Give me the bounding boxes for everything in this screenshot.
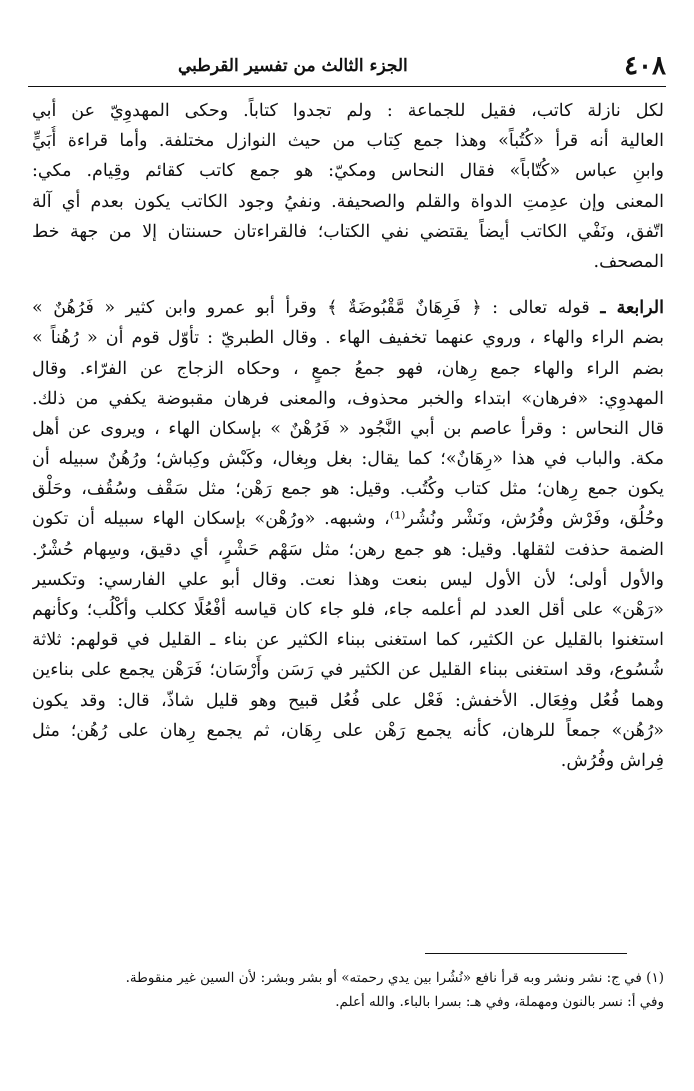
text-line: الضمة حذفت لثقلها. وقيل: هو جمع رهن؛ مثل سَهْم حَشْرٍ، أي دقيق، وسِهام حُشْرٌ. xyxy=(32,539,664,560)
text-line: لكل نازلة كاتب، فقيل للجماعة : ولم تجدوا كتاباً. وحكى المهدوِيّ عن أبي xyxy=(32,101,664,121)
section-lead: الرابعة ـ xyxy=(600,298,664,319)
running-title: الجزء الثالث من تفسير القرطبي xyxy=(178,56,408,76)
text-line: اتّفق، ونَفْي الكاتب أيضاً يقتضي نفي الكتاب؛ فالقراءتان حسنتان إلا من جهة خط xyxy=(32,221,664,242)
text-line: وهما فُعُل وفِعَال. الأخفش: فَعْل على فُعُل قبيح وهو قليل شاذّ، قال: وقد يكون xyxy=(32,690,664,711)
text-line: بضم الراء والهاء جمع رِهان، فهو جمعُ جمعٍ ، وحكاه الزجاج عن الفرّاء. وقال xyxy=(32,358,664,379)
footnotes xyxy=(32,966,664,1014)
page-header xyxy=(28,46,666,87)
text-line: المعنى وإن عدِمتِ الدواة والقلم والصحيفة. ونفيُ وجود الكاتب يكون بعدم أي آلة xyxy=(32,191,664,212)
text-line: يكون جمع رِهان؛ مثل كتاب وكُتُب. وقيل: هو جمع رَهْن؛ مثل سَقْف وسُقُف، وحَلْق xyxy=(32,479,664,500)
text-line: بضم الراء والهاء ، وروي عنهما تخفيف الهاء . وقال الطبريّ : تأوّل قوم أن « رُهُناً » xyxy=(32,328,664,349)
paragraph-2 xyxy=(32,293,664,776)
footnote-divider xyxy=(425,953,627,954)
text-line: شُسُوع، وقد استغنى ببناء القليل عن الكثير في رَسَن وأَرْسَان؛ فَرَهْن يجمع على بناءين xyxy=(32,660,664,681)
text-line: العالية أنه قرأ «كُتُباً» وهذا جمع كِتاب من حيث النوازل مختلفة. وأما قراءة أُبَيٍّ xyxy=(32,131,664,152)
main-text xyxy=(32,96,664,776)
paragraph-spacer xyxy=(32,277,664,293)
text-line: مكة. والباب في هذا «رِهَانٌ»؛ كما يقال: بغل وبِغال، وكَبْش وكِباش؛ ورُهُنٌ سبيله أن xyxy=(32,449,664,470)
text-line-first xyxy=(32,293,664,323)
text-line: والأول أولى؛ لأن الأول ليس بنعت وهذا نعت. وقال أبو علي الفارسي: وتكسير xyxy=(32,569,664,590)
page-number: ٤٠٨ xyxy=(624,51,666,81)
text-line: «رُهُن» جمعاً للرهان، كأنه يجمع رَهْن على رِهَان، ثم يجمع رِهان على رُهُن؛ مثل xyxy=(32,720,664,741)
text-line: «رَهْن» على أقل العدد لم أعلمه جاء، فلو جاء كان قياسه أفْعُلًا ككلب وأكْلُب؛ وكأنهم xyxy=(32,600,664,620)
footnote-line: وفي أ: نسر بالنون ومهملة، وفي هـ: بسرا بالباء. والله أعلم. xyxy=(335,994,664,1010)
footnote-line: (١) في ج: نشر ونشر وبه قرأ نافع «نُشُرا بين يدي رحمته» أو بشر وبشر: لأن السين غير منقوطة. xyxy=(125,970,664,986)
paragraph-1 xyxy=(32,96,664,277)
first-line-rest: قوله تعالى : ﴿ فَرِهَانٌ مَّقْبُوضَةٌ ﴾ وقرأ أبو عمرو وابن كثير « فَرُهُنٌ » xyxy=(32,298,590,319)
text-line: المصحف. xyxy=(593,251,664,272)
text-line: وحُلُق، وفَرْش وفُرُش، ونَشْر ونُشُر⁽¹⁾، وشبهه. «ورُهْن» بإسكان الهاء سبيله أن تكون xyxy=(32,509,664,530)
text-line: استغنوا بالقليل عن الكثير، كما استغنى ببناء الكثير عن بناء ـ القليل في قولهم: ثلاثة xyxy=(32,630,664,651)
text-line: قال النحاس : وقرأ عاصم بن أبي النَّجُود « فَرُهْنٌ » بإسكان الهاء ، ويروى عن أهل xyxy=(32,418,664,439)
text-line: وابنِ عباس «كُتّاباً» فقال النحاس ومكيّ: هو جمع كاتب كقائم وقِيام. مكي: xyxy=(32,161,664,182)
text-line: فِراش وفُرُش. xyxy=(560,750,664,771)
text-line: المهدوِي: «فرهان» ابتداء والخبر محذوف، والمعنى فرهان مقبوضة يكفي من ذلك. xyxy=(32,388,664,409)
